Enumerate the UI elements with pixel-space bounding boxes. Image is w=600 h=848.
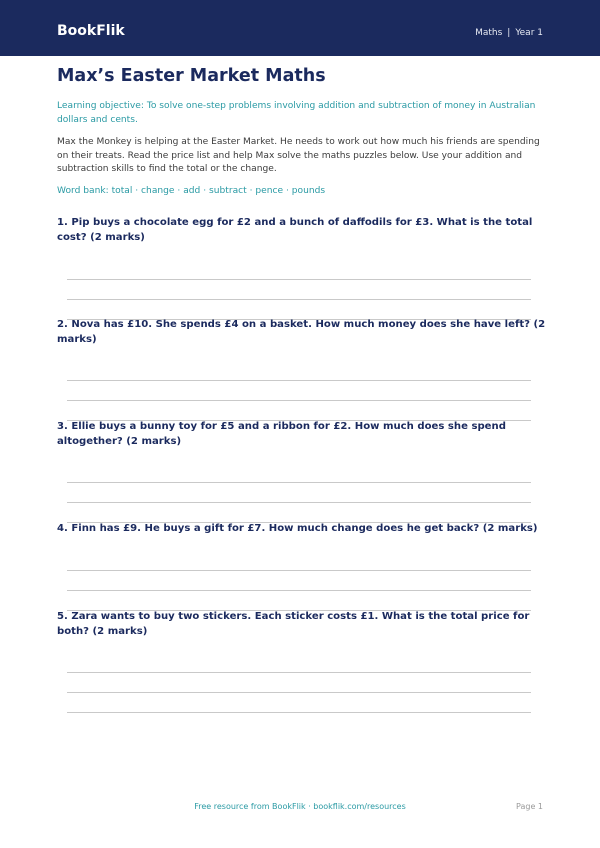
question-1 xyxy=(57,216,547,245)
answer-line[interactable] xyxy=(67,380,531,381)
question-5 xyxy=(57,610,547,639)
question-text: 2. Nova has £10. She spends £4 on a basket. How much money does she have left? (2 marks) xyxy=(57,319,546,345)
page-header xyxy=(0,0,600,56)
learning-objective: Learning objective: To solve one-step problems involving addition and subtraction of money in Australian dollars and cents. xyxy=(57,101,536,125)
question-text: 5. Zara wants to buy two stickers. Each sticker costs £1. What is the total price for both? (2 marks) xyxy=(57,611,530,637)
question-3 xyxy=(57,420,547,449)
answer-line[interactable] xyxy=(67,692,531,693)
subject-label: Maths xyxy=(475,28,503,38)
answer-line[interactable] xyxy=(67,712,531,713)
footer-source-link[interactable]: Free resource from BookFlik · bookflik.com/resources xyxy=(194,802,406,811)
answer-line[interactable] xyxy=(67,672,531,673)
header-meta xyxy=(475,28,543,38)
page-number: Page 1 xyxy=(516,802,543,811)
question-text: 1. Pip buys a chocolate egg for £2 and a bunch of daffodils for £3. What is the total cost? (2 marks) xyxy=(57,217,533,243)
question-4 xyxy=(57,522,547,537)
worksheet-intro xyxy=(57,65,543,198)
answer-line[interactable] xyxy=(67,400,531,401)
page-footer xyxy=(0,802,600,816)
answer-line[interactable] xyxy=(67,279,531,280)
word-bank: Word bank: total · change · add · subtract · pence · pounds xyxy=(57,185,326,196)
brand-logo: BookFlik xyxy=(57,23,125,39)
answer-line[interactable] xyxy=(67,502,531,503)
year-label: Year 1 xyxy=(515,28,543,38)
meta-separator: | xyxy=(507,28,511,38)
answer-line[interactable] xyxy=(67,299,531,300)
answer-line[interactable] xyxy=(67,482,531,483)
intro-paragraph: Max the Monkey is helping at the Easter Market. He needs to work out how much his friends are spending on their treats. Read the price list and help Max solve the maths puzzles below. Use your addition and subtraction skills to find the total or the change. xyxy=(57,137,540,174)
worksheet-title: Max’s Easter Market Maths xyxy=(57,66,326,86)
question-text: 3. Ellie buys a bunny toy for £5 and a ribbon for £2. How much does she spend altogether? (2 marks) xyxy=(57,421,506,447)
answer-line[interactable] xyxy=(67,570,531,571)
question-text: 4. Finn has £9. He buys a gift for £7. How much change does he get back? (2 marks) xyxy=(57,523,538,534)
answer-line[interactable] xyxy=(67,590,531,591)
question-2 xyxy=(57,318,547,347)
